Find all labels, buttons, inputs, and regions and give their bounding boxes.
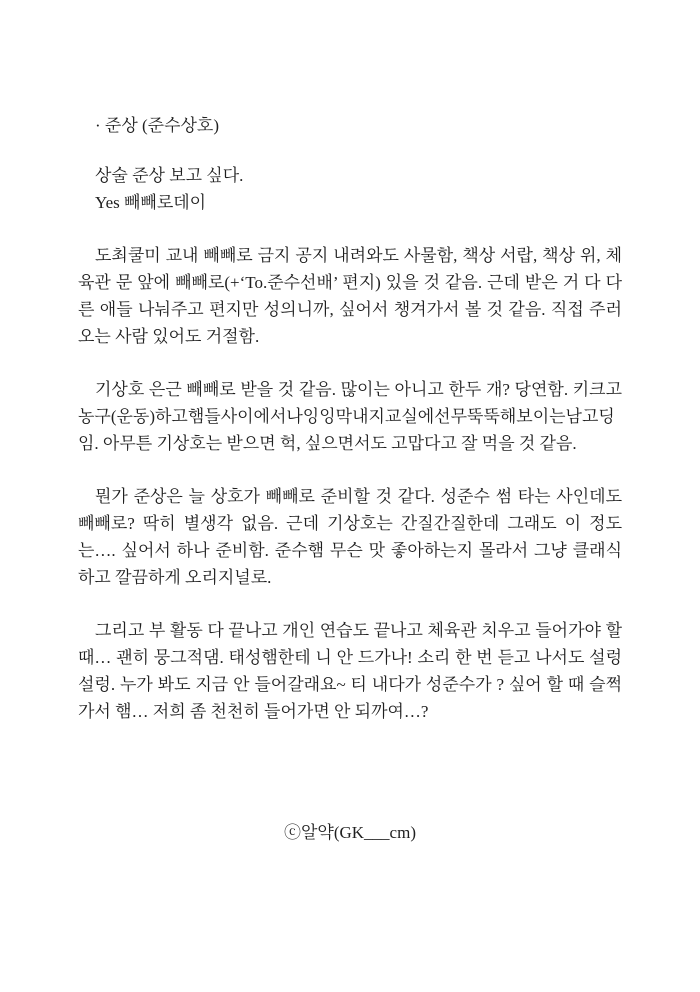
credit-line: ⓒ알약(GK___cm): [284, 823, 416, 842]
intro-line-1: 상술 준상 보고 싶다.: [95, 166, 244, 185]
body-paragraph-4: 그리고 부 활동 다 끝나고 개인 연습도 끝나고 체육관 치우고 들어가야 할 때… 괜히 뭉그적댐. 태성햄한테 니 안 드가나! 소리 한 번 듣고 나서도 설렁설렁. 누가 봐도 지금 안 들어갈래요~ 티 내다가 성준수가 ? 싶어 할 때 슬쩍 가서 햄… 저희 좀 천천히 들어가면 안 되까여…?: [78, 621, 622, 721]
intro-block: [78, 162, 622, 216]
body-paragraph-1: 도최쿨미 교내 빼빼로 금지 공지 내려와도 사물함, 책상 서랍, 책상 위, 체육관 문 앞에 빼빼로(+‘To.준수선배’ 편지) 있을 것 같음. 근데 받은 거 다 다른 애들 나눠주고 편지만 성의니까, 싶어서 챙겨가서 볼 것 같음. 직접 주러 오는 사람 있어도 거절함.: [78, 246, 622, 346]
body-paragraph-3: 뭔가 준상은 늘 상호가 빼빼로 준비할 것 같다. 성준수 썸 타는 사인데도 빼빼로? 딱히 별생각 없음. 근데 기상호는 간질간질한데 그래도 이 정도는…. 싶어서 하나 준비함. 준수햄 무슨 맛 좋아하는지 몰라서 그냥 클래식하고 깔끔하게 오리지널로.: [78, 487, 622, 587]
intro-line-2: Yes 빼빼로데이: [95, 193, 207, 212]
post-title: · 준상 (준수상호): [95, 116, 220, 135]
body-paragraph-2: 기상호 은근 빼빼로 받을 것 같음. 많이는 아니고 한두 개? 당연함. 키크고농구(운동)하고햄들사이에서나잉잉막내지교실에선무뚝뚝해보이는남고딩임. 아무튼 기상호는 받으면 헉, 싶으면서도 고맙다고 잘 먹을 것 같음.: [78, 380, 622, 453]
